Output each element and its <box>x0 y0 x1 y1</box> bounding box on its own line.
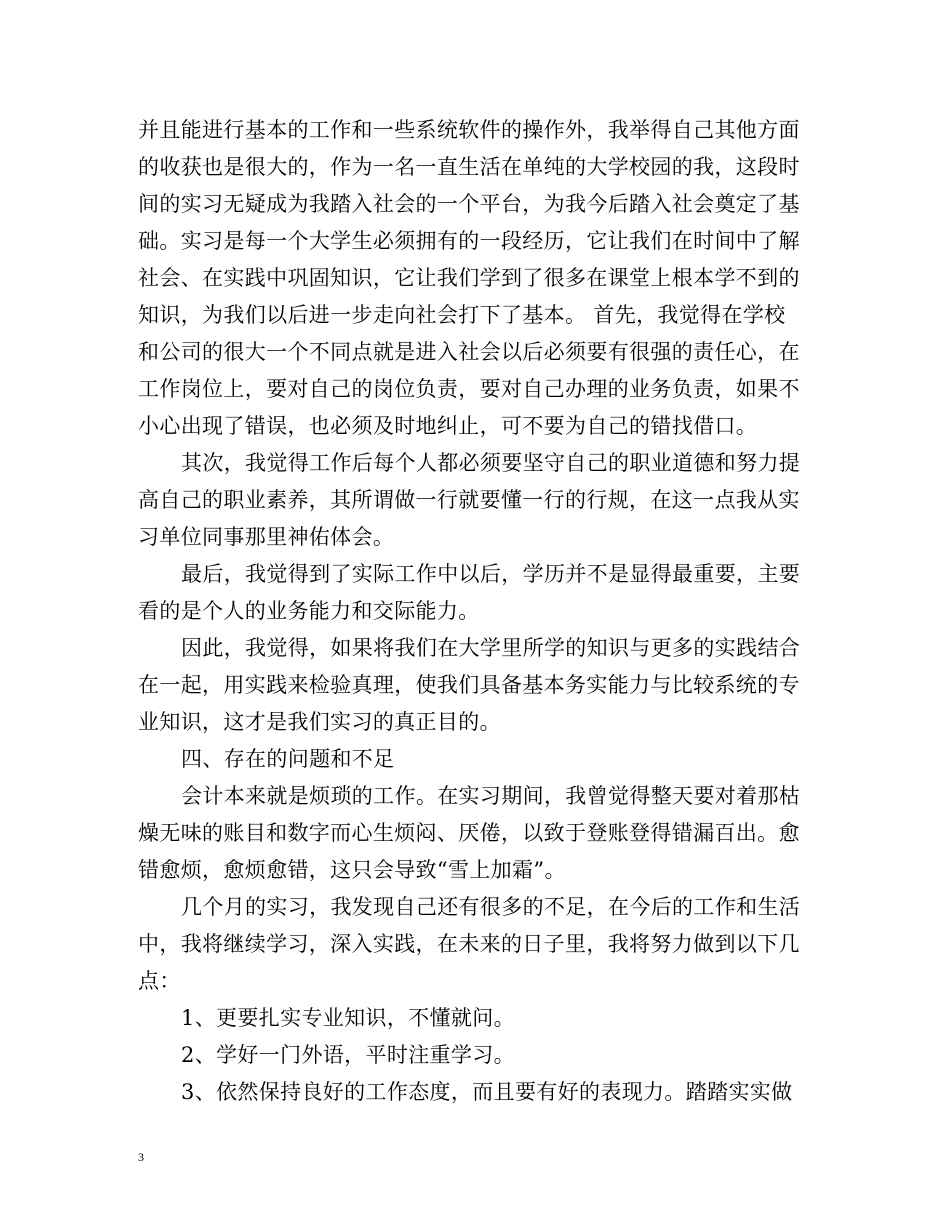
paragraph-first-line: 几个月的实习，我发现自己还有很多的不足，在今后的工作和生活 <box>181 895 801 919</box>
text-line: 错愈烦，愈烦愈错，这只会导致“雪上加霜”。 <box>138 858 566 882</box>
page-number: 3 <box>138 1150 144 1164</box>
text-line: 习单位同事那里神佑体会。 <box>138 525 395 549</box>
text-line: 工作岗位上，要对自己的岗位负责，要对自己办理的业务负责，如果不 <box>138 377 800 401</box>
list-item: 3、依然保持良好的工作态度，而且要有好的表现力。踏踏实实做 <box>181 1080 793 1104</box>
text-line: 在一起，用实践来检验真理，使我们具备基本务实能力与比较系统的专 <box>138 673 800 697</box>
text-line: 知识，为我们以后进一步走向社会打下了基本。 首先，我觉得在学校 <box>138 303 786 327</box>
text-line: 燥无味的账目和数字而心生烦闷、厌倦，以致于登账登得错漏百出。愈 <box>138 821 800 845</box>
paragraph-first-line: 其次，我觉得工作后每个人都必须要坚守自己的职业道德和努力提 <box>181 451 801 475</box>
text-line: 社会、在实践中巩固知识，它让我们学到了很多在课堂上根本学不到的 <box>138 266 800 290</box>
list-item: 2、学好一门外语，平时注重学习。 <box>181 1043 515 1067</box>
text-line: 和公司的很大一个不同点就是进入社会以后必须要有很强的责任心，在 <box>138 340 800 364</box>
text-line: 业知识，这才是我们实习的真正目的。 <box>138 710 501 734</box>
text-line: 看的是个人的业务能力和交际能力。 <box>138 599 480 623</box>
paragraph-first-line: 因此，我觉得，如果将我们在大学里所学的知识与更多的实践结合 <box>181 636 801 660</box>
text-line: 并且能进行基本的工作和一些系统软件的操作外，我举得自己其他方面 <box>138 118 800 142</box>
paragraph-first-line: 会计本来就是烦琐的工作。在实习期间，我曾觉得整天要对着那枯 <box>181 784 801 808</box>
list-item: 1、更要扎实专业知识，不懂就问。 <box>181 1006 515 1030</box>
text-line: 点： <box>138 969 181 993</box>
text-line: 高自己的职业素养，其所谓做一行就要懂一行的行规，在这一点我从实 <box>138 488 800 512</box>
text-line: 的收获也是很大的，作为一名一直生活在单纯的大学校园的我，这段时 <box>138 155 800 179</box>
text-line: 小心出现了错误，也必须及时地纠止，可不要为自己的错找借口。 <box>138 414 758 438</box>
text-line: 础。实习是每一个大学生必须拥有的一段经历，它让我们在时间中了解 <box>138 229 800 253</box>
text-line: 中，我将继续学习，深入实践，在未来的日子里，我将努力做到以下几 <box>138 932 800 956</box>
text-line: 间的实习无疑成为我踏入社会的一个平台，为我今后踏入社会奠定了基 <box>138 192 800 216</box>
paragraph-first-line: 最后，我觉得到了实际工作中以后，学历并不是显得最重要，主要 <box>181 562 801 586</box>
section-heading: 四、存在的问题和不足 <box>181 747 395 771</box>
